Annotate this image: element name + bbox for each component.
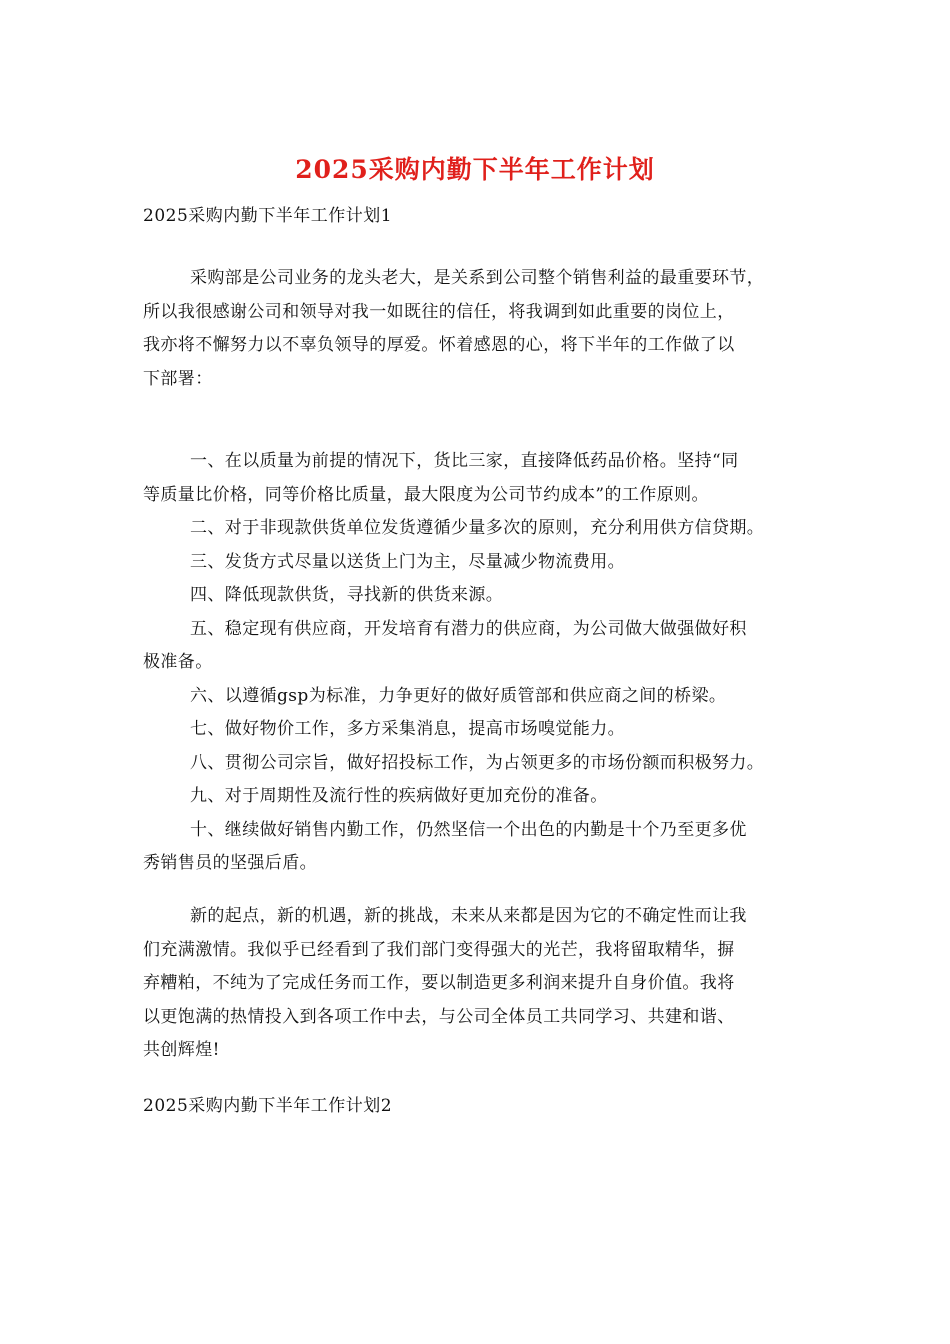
paragraph-line: 以更饱满的热情投入到各项工作中去，与公司全体员工共同学习、共建和谐、 xyxy=(143,1006,735,1027)
list-item: 五、稳定现有供应商，开发培育有潜力的供应商，为公司做大做强做好积 xyxy=(190,618,747,639)
paragraph-line: 共创辉煌! xyxy=(143,1040,220,1060)
paragraph-line: 弃糟粕，不纯为了完成任务而工作，要以制造更多利润来提升自身价值。我将 xyxy=(143,973,735,993)
paragraph-line: 们充满激情。我似乎已经看到了我们部门变得强大的光芒，我将留取精华，摒 xyxy=(143,939,735,960)
list-item: 四、降低现款供货，寻找新的供货来源。 xyxy=(190,585,504,605)
intro-paragraph xyxy=(143,262,823,396)
paragraph-line: 所以我很感谢公司和领导对我一如既往的信任，将我调到如此重要的岗位上， xyxy=(143,301,735,322)
list-item: 六、以遵循gsp为标准，力争更好的做好质管部和供应商之间的桥梁。 xyxy=(190,685,727,706)
list-item: 八、贯彻公司宗旨，做好招投标工作，为占领更多的市场份额而积极努力。 xyxy=(190,752,765,773)
paragraph-line: 采购部是公司业务的龙头老大，是关系到公司整个销售利益的最重要环节， xyxy=(190,268,765,288)
list-item: 一、在以质量为前提的情况下，货比三家，直接降低药品价格。坚持“同 xyxy=(190,451,739,471)
paragraph-line: 下部署： xyxy=(143,368,213,389)
paragraph-line: 我亦将不懈努力以不辜负领导的厚爱。怀着感恩的心，将下半年的工作做了以 xyxy=(143,335,735,355)
section-heading-1: 2025采购内勤下半年工作计划1 xyxy=(143,206,393,226)
list-item-continuation: 秀销售员的坚强后盾。 xyxy=(143,853,317,873)
list-item-continuation: 等质量比价格，同等价格比质量，最大限度为公司节约成本”的工作原则。 xyxy=(143,484,709,505)
paragraph-line: 新的起点，新的机遇，新的挑战，未来从来都是因为它的不确定性而让我 xyxy=(190,906,747,926)
list-item: 十、继续做好销售内勤工作，仍然坚信一个出色的内勤是十个乃至更多优 xyxy=(190,819,747,840)
list-item: 二、对于非现款供货单位发货遵循少量多次的原则，充分利用供方信贷期。 xyxy=(190,518,765,538)
list-item-continuation: 极准备。 xyxy=(143,652,213,672)
list-item: 九、对于周期性及流行性的疾病做好更加充份的准备。 xyxy=(190,786,608,806)
work-plan-list xyxy=(143,445,823,881)
document-title: 2025采购内勤下半年工作计划 xyxy=(295,155,655,184)
list-item: 三、发货方式尽量以送货上门为主，尽量减少物流费用。 xyxy=(190,551,625,572)
closing-paragraph xyxy=(143,900,823,1068)
section-heading-2: 2025采购内勤下半年工作计划2 xyxy=(143,1096,393,1116)
list-item: 七、做好物价工作，多方采集消息，提高市场嗅觉能力。 xyxy=(190,719,625,739)
